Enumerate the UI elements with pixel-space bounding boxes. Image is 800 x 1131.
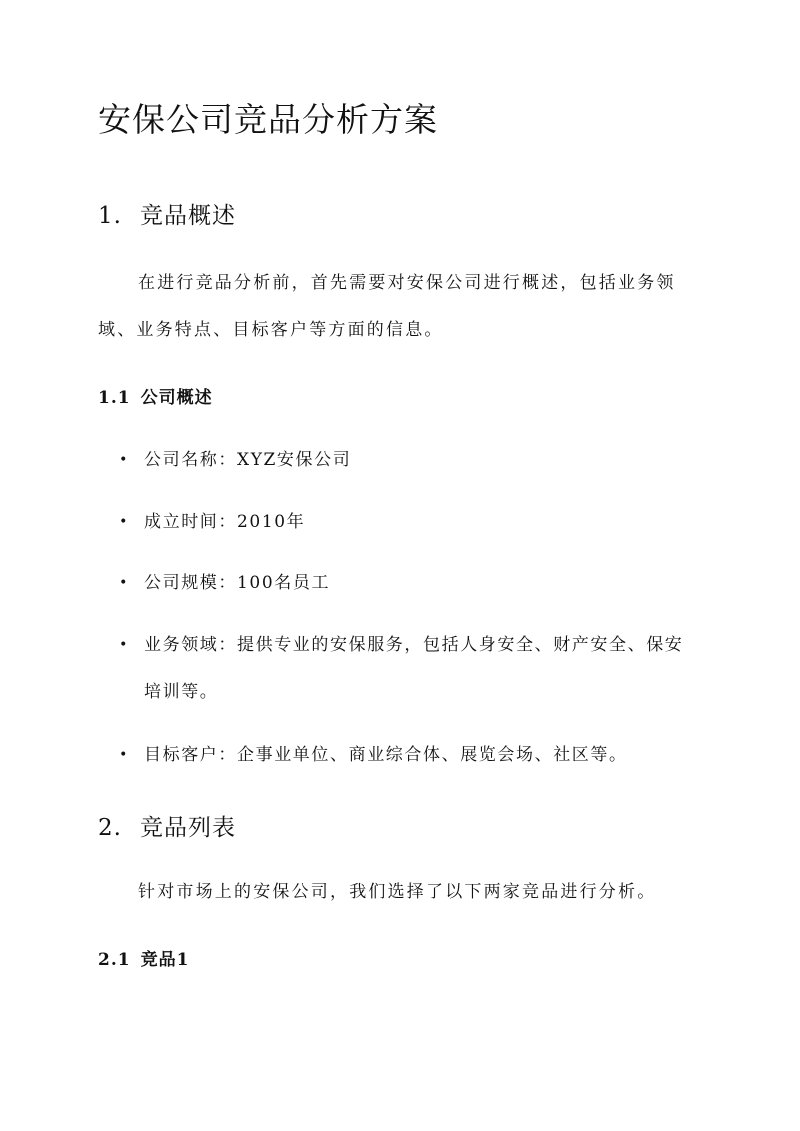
section-2-1-number: 2.1: [98, 950, 131, 970]
section-1-intro: 在进行竞品分析前，首先需要对安保公司进行概述，包括业务领域、业务特点、目标客户等方面的信息。: [98, 273, 676, 340]
section-1-1-heading: [98, 383, 213, 408]
bullet-dot: •: [119, 747, 129, 763]
list-item-founded: [116, 499, 692, 546]
bullet-dot: •: [119, 514, 129, 530]
section-2-number: 2.: [98, 815, 122, 841]
list-item-target-customers: [116, 732, 692, 779]
bullet-dot: •: [119, 575, 129, 591]
section-2-heading: [98, 809, 236, 842]
list-item-business: [116, 622, 692, 716]
document-title: 安保公司竞品分析方案: [98, 100, 438, 139]
list-item-text: 目标客户：企事业单位、商业综合体、展览会场、社区等。: [144, 745, 628, 765]
section-2-intro: 针对市场上的安保公司，我们选择了以下两家竞品进行分析。: [138, 882, 657, 902]
section-2-1-title: 竞品1: [140, 950, 190, 970]
list-item-text: 业务领域：提供专业的安保服务，包括人身安全、财产安全、保安培训等。: [144, 635, 684, 702]
section-1-heading: [98, 197, 236, 230]
section-1-title: 竞品概述: [139, 203, 236, 229]
list-item-scale: [116, 560, 692, 607]
section-2-title: 竞品列表: [139, 815, 236, 841]
section-1-1-title: 公司概述: [140, 388, 213, 408]
list-item-text: 公司规模：100名员工: [144, 573, 331, 593]
list-item-text: 成立时间：2010年: [144, 512, 306, 532]
list-item-company-name: [116, 437, 692, 484]
list-item-text: 公司名称：XYZ安保公司: [144, 450, 352, 470]
section-1-number: 1.: [98, 203, 122, 229]
bullet-dot: •: [119, 637, 129, 653]
section-2-1-heading: [98, 945, 189, 970]
bullet-dot: •: [119, 452, 129, 468]
section-1-1-number: 1.1: [98, 388, 131, 408]
